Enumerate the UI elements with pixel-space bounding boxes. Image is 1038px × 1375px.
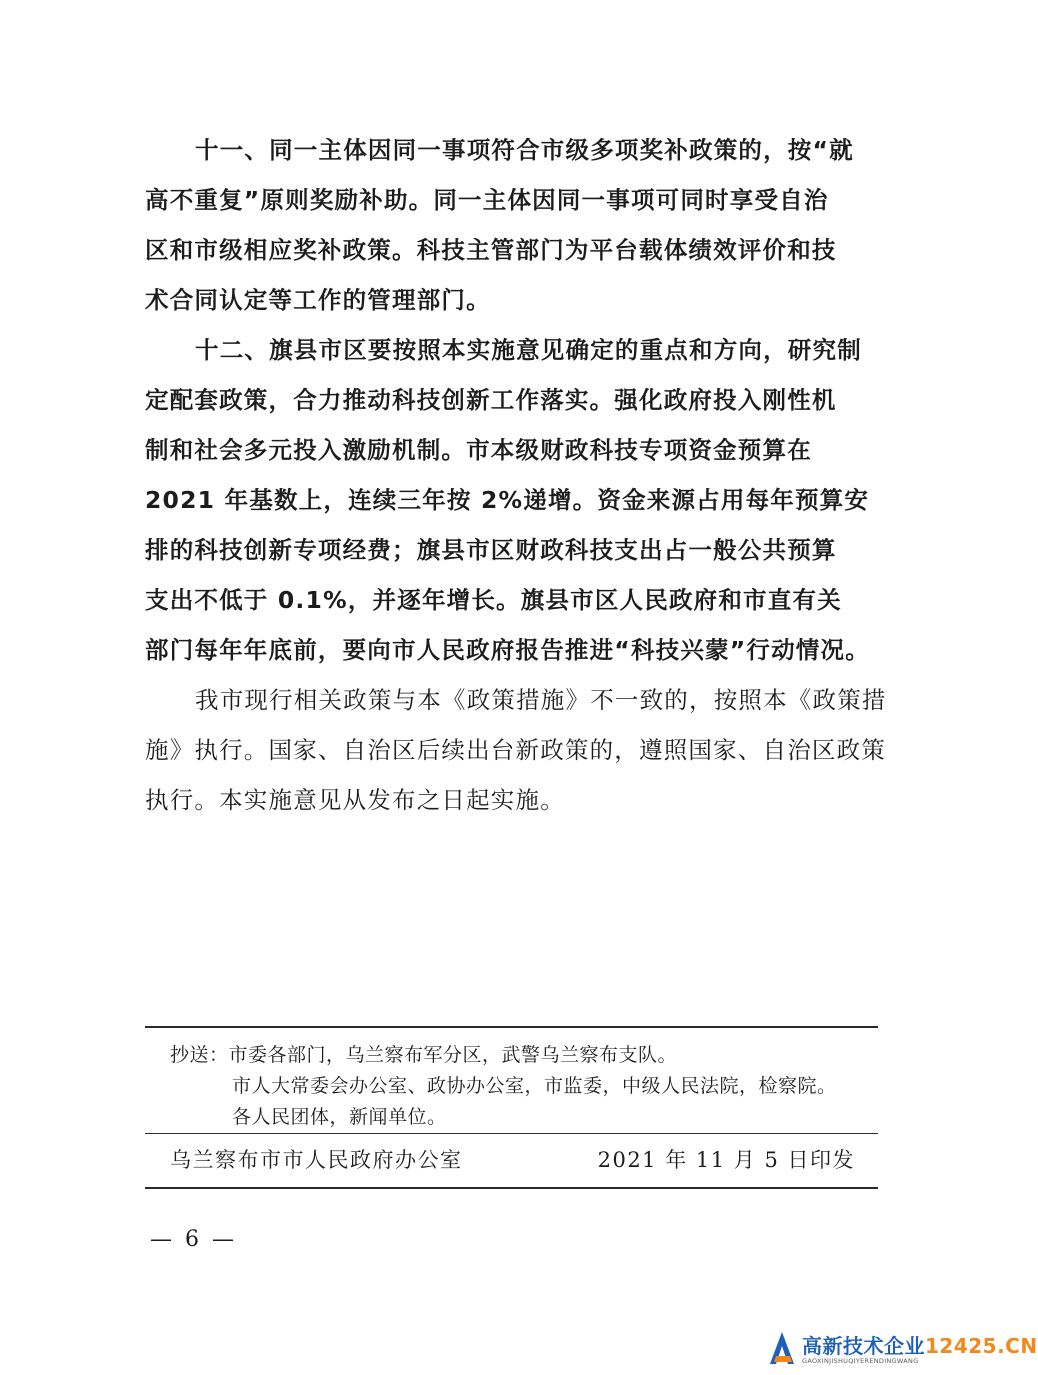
- cc-block: [170, 1040, 870, 1133]
- text-line: 十一、同一主体因同一事项符合市级多项奖补政策的，按“就: [195, 136, 854, 164]
- issuer-row: [170, 1142, 855, 1178]
- watermark-brand-line: [802, 1330, 1038, 1359]
- text-line: 施》执行。国家、自治区后续出台新政策的，遵照国家、自治区政策: [145, 736, 886, 764]
- paragraph-item-11: [145, 125, 880, 325]
- cc-recipients: 市委各部门，乌兰察布军分区，武警乌兰察布支队。: [228, 1044, 678, 1066]
- text-line: 制和社会多元投入激励机制。市本级财政科技专项资金预算在: [145, 436, 812, 464]
- watermark-brand: 高新技术企业: [802, 1334, 925, 1358]
- cc-line: [170, 1040, 870, 1071]
- text-line: 定配套政策，合力推动科技创新工作落实。强化政府投入刚性机: [145, 386, 837, 414]
- paragraph-closing: [145, 675, 887, 825]
- text-line: 部门每年年底前，要向市人民政府报告推进“科技兴蒙”行动情况。: [145, 636, 870, 664]
- watermark-domain: 12425.CN: [925, 1334, 1038, 1358]
- page-number: — 6 —: [150, 1227, 237, 1252]
- cc-line: 各人民团体，新闻单位。: [232, 1106, 447, 1128]
- text-line: 十二、旗县市区要按照本实施意见确定的重点和方向，研究制: [195, 336, 862, 364]
- text-line: 术合同认定等工作的管理部门。: [145, 286, 491, 314]
- issuer: 乌兰察布市市人民政府办公室: [170, 1148, 463, 1172]
- cc-line: 市人大常委会办公室、政协办公室，市监委，中级人民法院，检察院。: [232, 1075, 837, 1097]
- text-line: 排的科技创新专项经费；旗县市区财政科技支出占一般公共预算: [145, 536, 837, 564]
- watermark-logo-icon: [766, 1330, 798, 1366]
- cc-label: 抄送：: [170, 1044, 229, 1066]
- text-line: 高不重复”原则奖励补助。同一主体因同一事项可同时享受自治: [145, 186, 829, 214]
- text-line: 区和市级相应奖补政策。科技主管部门为平台载体绩效评价和技: [145, 236, 837, 264]
- text-line: 我市现行相关政策与本《政策措施》不一致的，按照本《政策措: [195, 686, 887, 714]
- text-line: 2021 年基数上，连续三年按 2%递增。资金来源占用每年预算安: [145, 486, 870, 514]
- issue-date: 2021 年 11 月 5 日印发: [597, 1148, 855, 1172]
- cc-bottom-rule: [145, 1133, 878, 1134]
- cc-top-rule: [145, 1026, 878, 1028]
- watermark-subtitle: GAOXINJISHUQIYERENDINGWANG: [802, 1357, 919, 1365]
- text-line: 执行。本实施意见从发布之日起实施。: [145, 786, 565, 814]
- text-line: 支出不低于 0.1%，并逐年增长。旗县市区人民政府和市直有关: [145, 586, 842, 614]
- issuer-bottom-rule: [145, 1187, 878, 1189]
- watermark: [766, 1328, 1038, 1372]
- paragraph-item-12: [145, 325, 880, 675]
